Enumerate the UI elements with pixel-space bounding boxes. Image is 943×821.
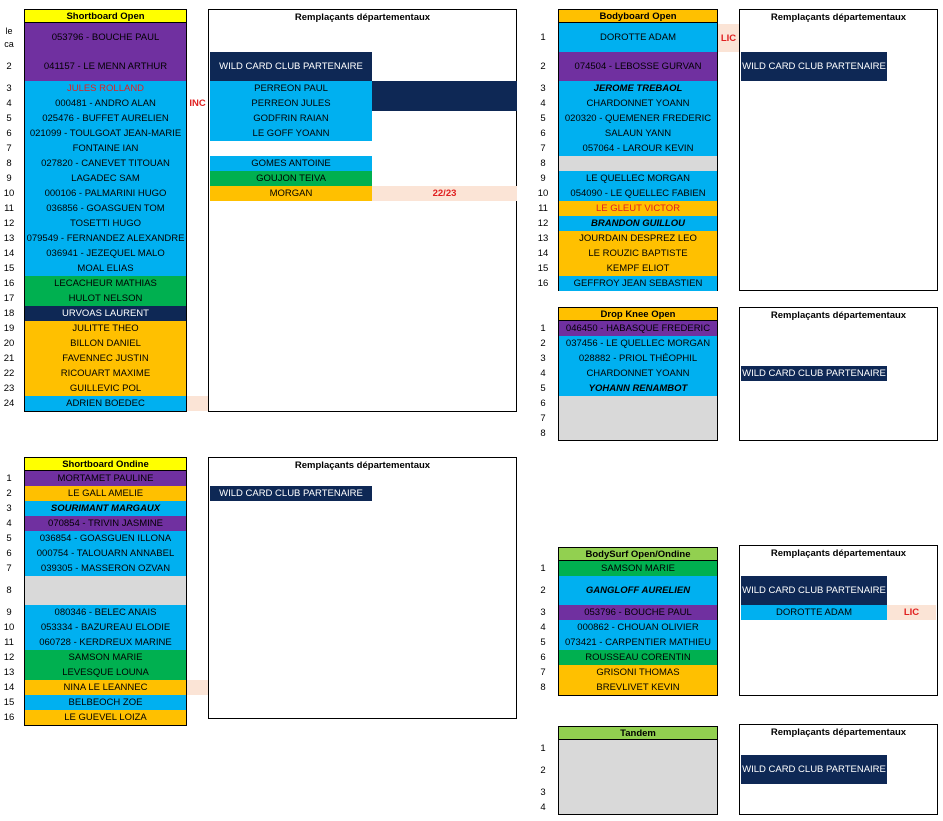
list-item: GEFFROY JEAN SEBASTIEN: [559, 276, 717, 291]
row-number: 24: [3, 398, 15, 409]
row-number: 10: [537, 188, 549, 199]
list-item: 021099 - TOULGOAT JEAN-MARIE: [25, 126, 186, 141]
list-item: BRANDON GUILLOU: [559, 216, 717, 231]
navy-block: [372, 81, 517, 111]
list-item: FAVENNEC JUSTIN: [25, 351, 186, 366]
row-number: 14: [3, 682, 15, 693]
list-item: 073421 - CARPENTIER MATHIEU: [559, 635, 717, 650]
list-item: ADRIEN BOEDEC: [25, 396, 186, 411]
tandem-list: [558, 740, 718, 815]
row-number: 7: [540, 143, 546, 154]
row-number: 3: [6, 83, 12, 94]
row-number: 12: [3, 218, 15, 229]
shortboard-ondine-title: Shortboard Ondine: [24, 457, 187, 471]
list-item: YOHANN RENAMBOT: [559, 381, 717, 396]
row-number: 4: [6, 98, 12, 109]
list-item: JULITTE THEO: [25, 321, 186, 336]
replacement-item: GODFRIN RAIAN: [210, 111, 372, 126]
list-item: MORTAMET PAULINE: [25, 471, 186, 486]
replacements-title: Remplaçants départementaux: [294, 460, 431, 471]
list-item: LEVESQUE LOUNA: [25, 665, 186, 680]
row-number: 4: [540, 622, 546, 633]
list-item: 020320 - QUEMENER FREDERIC: [559, 111, 717, 126]
row-number: 2: [540, 765, 546, 776]
list-item: CHARDONNET YOANN: [559, 366, 717, 381]
list-item: LE GLEUT VICTOR: [559, 201, 717, 216]
shortboard-ondine-list: [24, 471, 187, 726]
replacement-item: PERREON PAUL: [210, 81, 372, 96]
row-number: 1: [540, 563, 546, 574]
list-item: SAMSON MARIE: [25, 650, 186, 665]
list-item: BILLON DANIEL: [25, 336, 186, 351]
row-number: 23: [3, 383, 15, 394]
list-item: 060728 - KERDREUX MARINE: [25, 635, 186, 650]
row-number: 8: [6, 585, 12, 596]
list-item: 053796 - BOUCHE PAUL: [559, 605, 717, 620]
drop-knee-list: [558, 321, 718, 441]
row-number: 3: [540, 83, 546, 94]
list-item: SOURIMANT MARGAUX: [25, 501, 186, 516]
row-number: 1: [540, 32, 546, 43]
list-item: URVOAS LAURENT: [25, 306, 186, 321]
list-item: 053796 - BOUCHE PAUL: [25, 23, 186, 52]
wildcard-chip: WILD CARD CLUB PARTENAIRE: [741, 755, 887, 784]
replacements-title: Remplaçants départementaux: [294, 12, 431, 23]
list-item: 054090 - LE QUELLEC FABIEN: [559, 186, 717, 201]
row-number: 5: [540, 383, 546, 394]
list-item: SALAUN YANN: [559, 126, 717, 141]
list-item: LE GUEVEL LOIZA: [25, 710, 186, 725]
row-number: 7: [6, 143, 12, 154]
row-number: 21: [3, 353, 15, 364]
row-number: 12: [3, 652, 15, 663]
wildcard-chip: WILD CARD CLUB PARTENAIRE: [742, 368, 886, 379]
row-number: 4: [6, 518, 12, 529]
wildcard-chip: WILD CARD CLUB PARTENAIRE: [741, 52, 887, 81]
row-number: 11: [538, 203, 548, 214]
row-number: 10: [3, 622, 15, 633]
list-item: 000481 - ANDRO ALAN: [25, 96, 186, 111]
list-item: CHARDONNET YOANN: [559, 96, 717, 111]
list-item: 000754 - TALOUARN ANNABEL: [25, 546, 186, 561]
row-number: 20: [3, 338, 15, 349]
row-number: 9: [6, 173, 12, 184]
list-item: JULES ROLLAND: [25, 81, 186, 96]
row-number: 11: [4, 637, 14, 648]
row-number: 6: [540, 652, 546, 663]
bodysurf-list: [558, 561, 718, 696]
replacement-item: GOUJON TEIVA: [210, 171, 372, 186]
row-number: 2: [6, 61, 12, 72]
replacements-title: Remplaçants départementaux: [770, 548, 907, 559]
row-number: 5: [540, 637, 546, 648]
list-item: HULOT NELSON: [25, 291, 186, 306]
list-item: 000106 - PALMARINI HUGO: [25, 186, 186, 201]
row-number: 2: [540, 61, 546, 72]
list-item: 039305 - MASSERON OZVAN: [25, 561, 186, 576]
row-number: 8: [6, 158, 12, 169]
row-number: 6: [6, 548, 12, 559]
list-item: LE QUELLEC MORGAN: [559, 171, 717, 186]
row-number: 13: [537, 233, 549, 244]
list-item: RICOUART MAXIME: [25, 366, 186, 381]
bodyboard-open-list: [558, 23, 718, 291]
row-number: 15: [537, 263, 549, 274]
list-item: NINA LE LEANNEC: [25, 680, 186, 695]
shortboard-open-title: Shortboard Open: [24, 9, 187, 23]
list-item: DOROTTE ADAM: [559, 23, 717, 52]
row-number: 11: [4, 203, 14, 214]
list-item: 046450 - HABASQUE FREDERIC: [559, 321, 717, 336]
row-number: 7: [540, 413, 546, 424]
row-number: 5: [6, 113, 12, 124]
row-number: 2: [540, 338, 546, 349]
row-number: 1: [6, 473, 12, 484]
row-number: 9: [6, 607, 12, 618]
list-item: KEMPF ELIOT: [559, 261, 717, 276]
list-item: 057064 - LAROUR KEVIN: [559, 141, 717, 156]
row-number: 22: [3, 368, 15, 379]
list-item: 025476 - BUFFET AURELIEN: [25, 111, 186, 126]
row-number: 3: [540, 607, 546, 618]
bodysurf-replacements: [739, 545, 938, 696]
bodyboard-open-title: Bodyboard Open: [558, 9, 718, 23]
list-item: ROUSSEAU CORENTIN: [559, 650, 717, 665]
list-item: 070854 - TRIVIN JASMINE: [25, 516, 186, 531]
list-item: 074504 - LEBOSSE GURVAN: [559, 52, 717, 81]
replacements-title: Remplaçants départementaux: [770, 12, 907, 23]
tandem-title: Tandem: [558, 726, 718, 740]
row-number: 8: [540, 428, 546, 439]
boedec-flag: [187, 396, 208, 411]
replacement-dorotte: DOROTTE ADAM: [741, 605, 887, 620]
wildcard-chip: WILD CARD CLUB PARTENAIRE: [210, 52, 372, 81]
list-item: 036941 - JEZEQUEL MALO: [25, 246, 186, 261]
row-number: 7: [6, 563, 12, 574]
list-item: JEROME TREBAOL: [559, 81, 717, 96]
list-item: 053334 - BAZUREAU ELODIE: [25, 620, 186, 635]
row-number: 6: [540, 128, 546, 139]
drop-knee-title: Drop Knee Open: [558, 307, 718, 321]
list-item: GRISONI THOMAS: [559, 665, 717, 680]
list-item: 036856 - GOASGUEN TOM: [25, 201, 186, 216]
inc-flag: INC: [187, 96, 208, 111]
row-number: 1: [540, 323, 546, 334]
row-number: 3: [540, 353, 546, 364]
row-number: 8: [540, 682, 546, 693]
row-number: le ca: [4, 25, 14, 49]
row-number: 17: [3, 293, 15, 304]
list-item: LECACHEUR MATHIAS: [25, 276, 186, 291]
row-number: 4: [540, 98, 546, 109]
row-number: 16: [3, 278, 15, 289]
replacement-item: MORGAN: [210, 186, 372, 201]
replacement-item: LE GOFF YOANN: [210, 126, 372, 141]
row-number: 13: [3, 233, 15, 244]
bodysurf-title: BodySurf Open/Ondine: [558, 547, 718, 561]
list-item: 027820 - CANEVET TITOUAN: [25, 156, 186, 171]
row-number: 6: [540, 398, 546, 409]
row-number: 4: [540, 802, 546, 813]
list-item: LE GALL AMELIE: [25, 486, 186, 501]
replacement-item: GOMES ANTOINE: [210, 156, 372, 171]
row-number: 16: [3, 712, 15, 723]
row-number: 19: [3, 323, 15, 334]
list-item: GUILLEVIC POL: [25, 381, 186, 396]
list-item: FONTAINE IAN: [25, 141, 186, 156]
row-number: 15: [3, 697, 15, 708]
list-item: 041157 - LE MENN ARTHUR: [25, 52, 186, 81]
row-number: 2: [540, 585, 546, 596]
list-item: [559, 156, 717, 171]
wildcard-chip: WILD CARD CLUB PARTENAIRE: [741, 576, 887, 605]
list-item: LAGADEC SAM: [25, 171, 186, 186]
list-item: LE ROUZIC BAPTISTE: [559, 246, 717, 261]
row-number: 10: [3, 188, 15, 199]
row-number: 8: [540, 158, 546, 169]
list-item: 037456 - LE QUELLEC MORGAN: [559, 336, 717, 351]
row-number: 14: [537, 248, 549, 259]
replacement-item: PERREON JULES: [210, 96, 372, 111]
row-number: 12: [537, 218, 549, 229]
row-number: 1: [540, 743, 546, 754]
list-item: BREVLIVET KEVIN: [559, 680, 717, 695]
list-item: TOSETTI HUGO: [25, 216, 186, 231]
row-number: 4: [540, 368, 546, 379]
list-item: 036854 - GOASGUEN ILLONA: [25, 531, 186, 546]
row-number: 13: [3, 667, 15, 678]
row-number: 5: [6, 533, 12, 544]
lic-flag: LIC: [887, 605, 936, 620]
list-item: [25, 576, 186, 605]
row-number: 2: [6, 488, 12, 499]
replacements-title: Remplaçants départementaux: [770, 310, 907, 321]
row-number: 7: [540, 667, 546, 678]
row-number: 3: [540, 787, 546, 798]
list-item: SAMSON MARIE: [559, 561, 717, 576]
replacements-title: Remplaçants départementaux: [770, 727, 907, 738]
list-item: MOAL ELIAS: [25, 261, 186, 276]
shortboard-open-list: [24, 23, 187, 412]
row-number: 9: [540, 173, 546, 184]
row-number: 14: [3, 248, 15, 259]
row-number: 16: [537, 278, 549, 289]
season-badge: 22/23: [372, 186, 517, 201]
row-number: 5: [540, 113, 546, 124]
row-number: 3: [6, 503, 12, 514]
list-item: 000862 - CHOUAN OLIVIER: [559, 620, 717, 635]
list-item: 028882 - PRIOL THÉOPHIL: [559, 351, 717, 366]
list-item: JOURDAIN DESPREZ LEO: [559, 231, 717, 246]
list-item: BELBEOCH ZOE: [25, 695, 186, 710]
list-item: GANGLOFF AURELIEN: [559, 576, 717, 605]
lic-flag: LIC: [718, 24, 739, 52]
list-item: 080346 - BELEC ANAIS: [25, 605, 186, 620]
row-number: 6: [6, 128, 12, 139]
leannec-flag: [187, 680, 208, 695]
list-item: 079549 - FERNANDEZ ALEXANDRE: [26, 233, 185, 244]
wildcard-chip: WILD CARD CLUB PARTENAIRE: [210, 486, 372, 501]
row-number: 18: [3, 308, 15, 319]
row-number: 15: [3, 263, 15, 274]
